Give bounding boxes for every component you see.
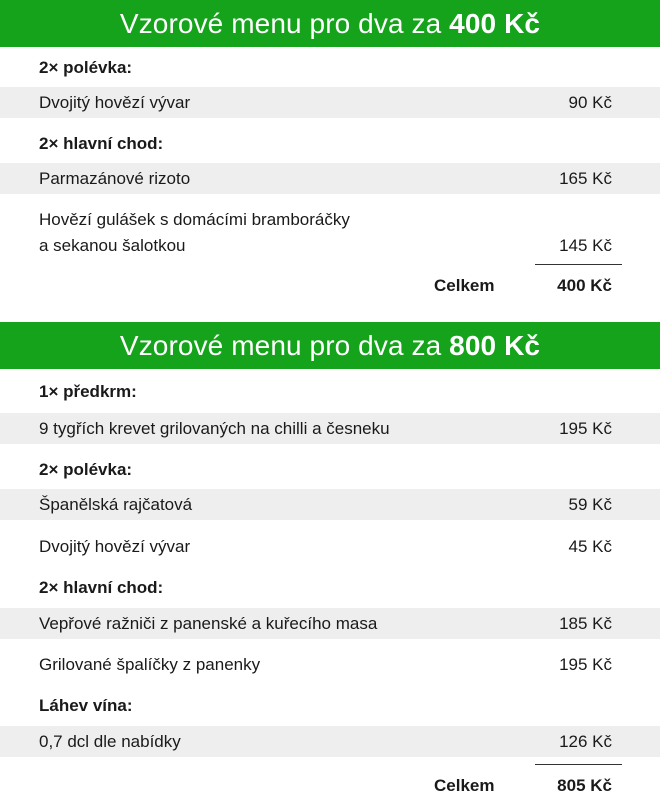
menu-item xyxy=(0,649,660,680)
section-heading-soup: 2× polévka: xyxy=(39,460,133,479)
menu-item xyxy=(0,413,660,444)
section-heading-wine: Láhev vína: xyxy=(39,696,133,715)
item-name: 9 tygřích krevet grilovaných na chilli a česneku xyxy=(39,418,390,438)
item-name: Grilované špalíčky z panenky xyxy=(39,654,261,674)
menu-item xyxy=(0,608,660,639)
menu-item xyxy=(0,207,660,259)
section-heading-soup: 2× polévka: xyxy=(39,58,133,77)
item-name: Dvojitý hovězí vývar xyxy=(39,92,191,112)
menu-400-banner xyxy=(0,0,660,47)
item-price: 185 Kč xyxy=(559,613,612,633)
menu-item xyxy=(0,531,660,562)
item-price: 126 Kč xyxy=(559,731,612,751)
item-name: Vepřové ražniči z panenské a kuřecího masa xyxy=(39,613,378,633)
item-price: 195 Kč xyxy=(559,654,612,674)
item-name xyxy=(39,207,350,259)
menu-item xyxy=(0,87,660,118)
banner-price: 400 Kč xyxy=(449,8,541,39)
item-name: Parmazánové rizoto xyxy=(39,168,191,188)
total-value: 400 Kč xyxy=(557,276,612,295)
item-name-line-2: a sekanou šalotkou xyxy=(39,236,186,255)
menu-item xyxy=(0,489,660,520)
banner-title: Vzorové menu pro dva za xyxy=(119,330,450,361)
section-heading-starter: 1× předkrm: xyxy=(39,382,137,401)
item-price: 90 Kč xyxy=(568,92,612,112)
item-price: 45 Kč xyxy=(568,536,612,556)
menu-800-banner xyxy=(0,322,660,369)
item-price: 59 Kč xyxy=(568,494,612,514)
total-label: Celkem xyxy=(434,776,495,795)
item-name: Španělská rajčatová xyxy=(39,494,193,514)
item-name: Dvojitý hovězí vývar xyxy=(39,536,191,556)
item-name-line-1: Hovězí gulášek s domácími bramboráčky xyxy=(39,210,350,229)
banner-price: 800 Kč xyxy=(449,330,541,361)
item-name: 0,7 dcl dle nabídky xyxy=(39,731,181,751)
total-row xyxy=(0,276,660,296)
item-price: 165 Kč xyxy=(559,168,612,188)
section-heading-main: 2× hlavní chod: xyxy=(39,578,164,597)
section-heading-main: 2× hlavní chod: xyxy=(39,134,164,153)
banner-title: Vzorové menu pro dva za xyxy=(119,8,450,39)
menu-item xyxy=(0,726,660,757)
total-value: 805 Kč xyxy=(557,776,612,795)
total-divider xyxy=(535,764,622,765)
item-price: 195 Kč xyxy=(559,418,612,438)
total-divider xyxy=(535,264,622,265)
total-row xyxy=(0,776,660,796)
total-label: Celkem xyxy=(434,276,495,295)
menu-item xyxy=(0,163,660,194)
item-price: 145 Kč xyxy=(559,236,612,255)
